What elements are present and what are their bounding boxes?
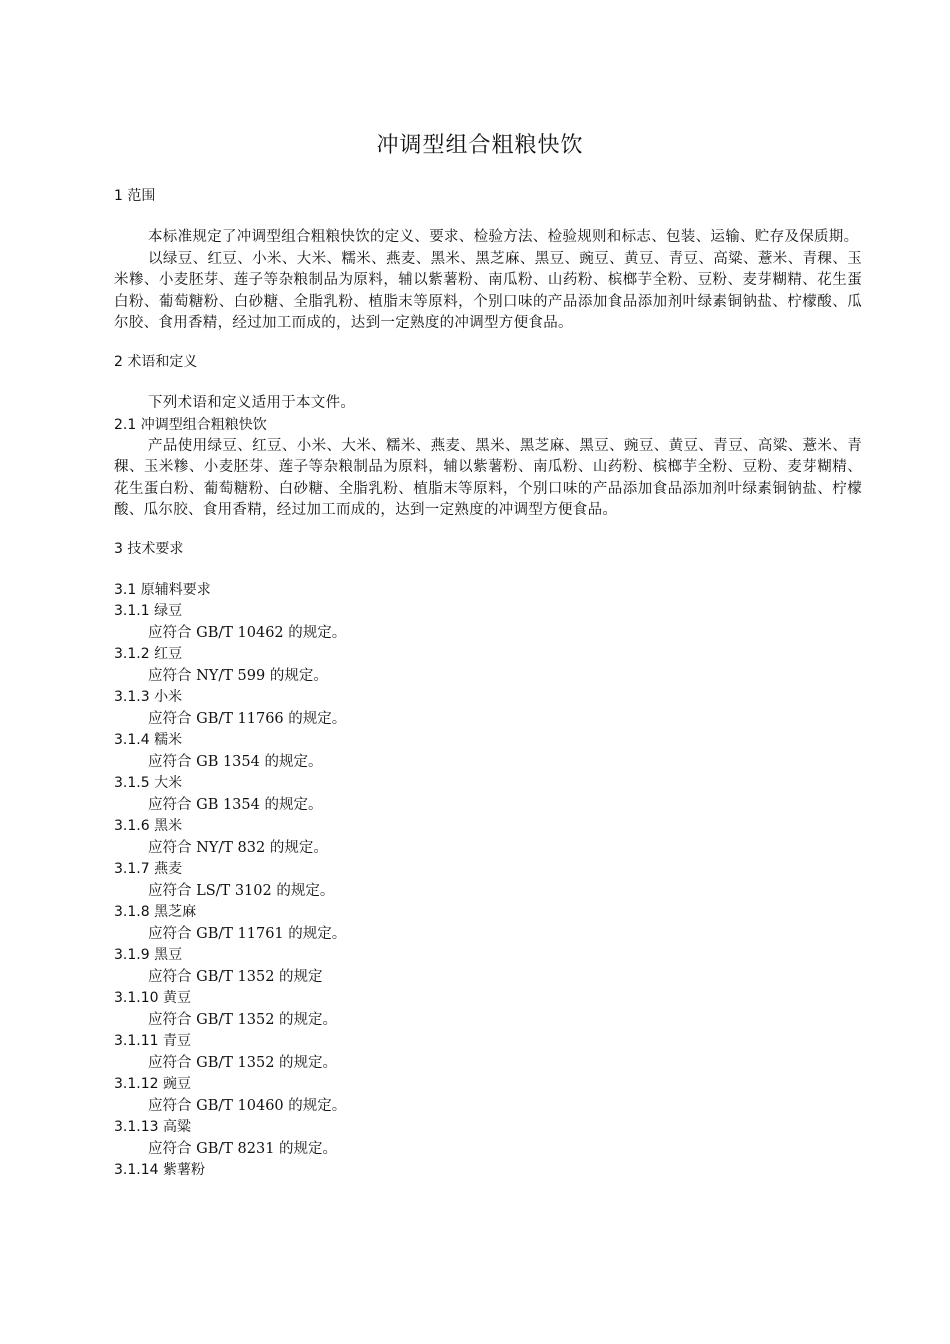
scope-paragraph-2: 以绿豆、红豆、小米、大米、糯米、燕麦、黑米、黑芝麻、黑豆、豌豆、黄豆、青豆、高粱、薏米、青稞、玉米糁、小麦胚芽、莲子等杂粮制品为原料，辅以紫薯粉、南瓜粉、山药粉、槟榔芋全粉、豆粉、麦芽糊精、花生蛋白粉、葡萄糖粉、白砂糖、全脂乳粉、植脂末等原料，个别口味的产品添加食品添加剂叶绿素铜钠盐、柠檬酸、瓜尔胶、食用香精，经过加工而成的，达到一定熟度的冲调型方便食品。 (114, 250, 862, 332)
item-heading: 3.1.5 大米 (114, 774, 183, 791)
terms-intro: 下列术语和定义适用于本文件。 (148, 394, 356, 411)
item-requirement: 应符合 GB/T 10462 的规定。 (148, 624, 347, 641)
item-heading: 3.1.6 黑米 (114, 817, 183, 834)
item-requirement: 应符合 GB/T 10460 的规定。 (148, 1097, 347, 1114)
section-terms (114, 352, 862, 522)
item-requirement: 应符合 LS/T 3102 的规定。 (148, 882, 335, 899)
item-requirement: 应符合 GB/T 11761 的规定。 (148, 925, 347, 942)
item-requirement: 应符合 NY/T 599 的规定。 (148, 667, 328, 684)
item-requirement: 应符合 GB/T 1352 的规定。 (148, 1054, 338, 1071)
item-heading: 3.1.2 红豆 (114, 645, 183, 662)
item-heading: 3.1.11 青豆 (114, 1032, 191, 1049)
item-requirement: 应符合 GB/T 1352 的规定。 (148, 1011, 338, 1028)
item-heading: 3.1.7 燕麦 (114, 860, 183, 877)
item-heading: 3.1.12 豌豆 (114, 1075, 191, 1092)
item-heading: 3.1.3 小米 (114, 688, 183, 705)
item-requirement: 应符合 GB/T 11766 的规定。 (148, 710, 347, 727)
section-heading-tech: 3 技术要求 (114, 540, 184, 557)
item-heading: 3.1.8 黑芝麻 (114, 903, 197, 920)
scope-paragraph-1: 本标准规定了冲调型组合粗粮快饮的定义、要求、检验方法、检验规则和标志、包装、运输、贮存及保质期。 (148, 229, 859, 245)
item-heading: 3.1.9 黑豆 (114, 946, 183, 963)
section-scope (114, 186, 862, 335)
item-requirement: 应符合 GB/T 1352 的规定 (148, 968, 323, 985)
item-heading: 3.1.1 绿豆 (114, 602, 183, 619)
document-body (114, 186, 862, 1181)
item-requirement: 应符合 GB 1354 的规定。 (148, 753, 323, 770)
item-requirement: 应符合 GB 1354 的规定。 (148, 796, 323, 813)
section-heading-scope: 1 范围 (114, 188, 156, 204)
document-title: 冲调型组合粗粮快饮 (376, 133, 584, 158)
subsection-heading-2-1: 2.1 冲调型组合粗粮快饮 (114, 416, 267, 433)
item-heading: 3.1.14 紫薯粉 (114, 1161, 205, 1178)
subsection-heading-3-1: 3.1 原辅料要求 (114, 581, 211, 598)
item-requirement: 应符合 GB/T 8231 的规定。 (148, 1140, 338, 1157)
item-heading: 3.1.10 黄豆 (114, 989, 191, 1006)
item-heading: 3.1.13 高粱 (114, 1118, 191, 1135)
section-heading-terms: 2 术语和定义 (114, 353, 198, 370)
item-heading: 3.1.4 糯米 (114, 731, 183, 748)
item-requirement: 应符合 NY/T 832 的规定。 (148, 839, 328, 856)
section-tech (114, 539, 862, 1181)
terms-definition-text: 产品使用绿豆、红豆、小米、大米、糯米、燕麦、黑米、黑芝麻、黑豆、豌豆、黄豆、青豆、高粱、薏米、青稞、玉米糁、小麦胚芽、莲子等杂粮制品为原料，辅以紫薯粉、南瓜粉、山药粉、槟榔芋全粉、豆粉、麦芽糊精、花生蛋白粉、葡萄糖粉、白砂糖、全脂乳粉、植脂末等原料，个别口味的产品添加食品添加剂叶绿素铜钠盐、柠檬酸、瓜尔胶、食用香精，经过加工而成的，达到一定熟度的冲调型方便食品。 (114, 437, 862, 519)
